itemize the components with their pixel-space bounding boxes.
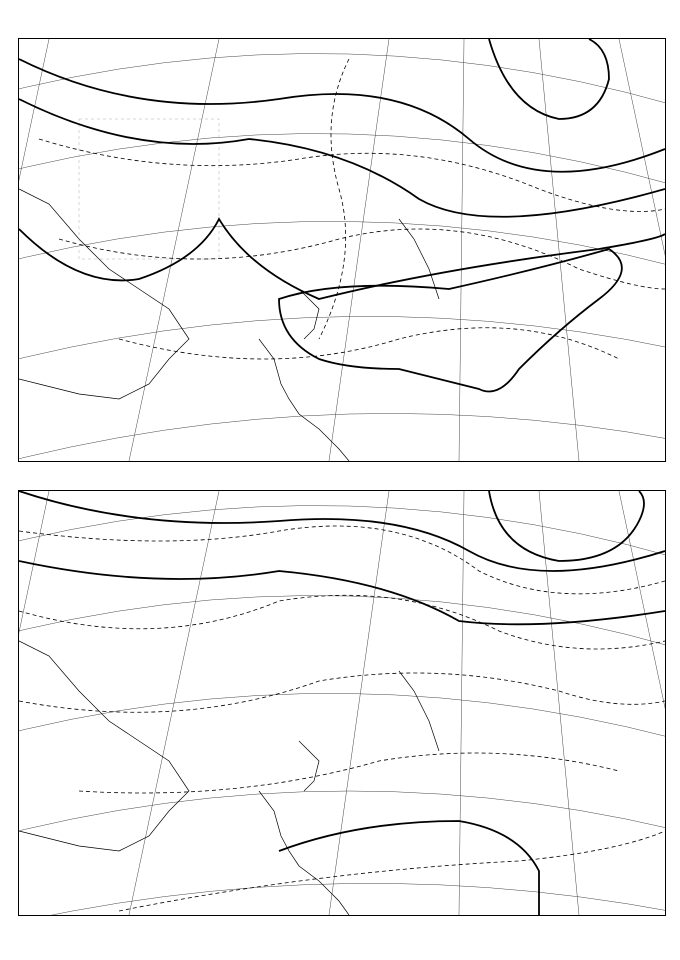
terrain-mask — [79, 119, 219, 259]
graticule — [19, 491, 665, 915]
map-500hpa-svg — [19, 491, 665, 915]
coastlines — [19, 189, 439, 461]
map-panel-300hpa — [18, 38, 666, 462]
map-300hpa-svg — [19, 39, 665, 461]
map-panel-500hpa — [18, 490, 666, 916]
height-contours — [19, 491, 665, 915]
coastlines — [19, 641, 439, 915]
graticule — [19, 39, 665, 461]
isotherms — [19, 526, 665, 911]
isotherms — [39, 59, 665, 359]
